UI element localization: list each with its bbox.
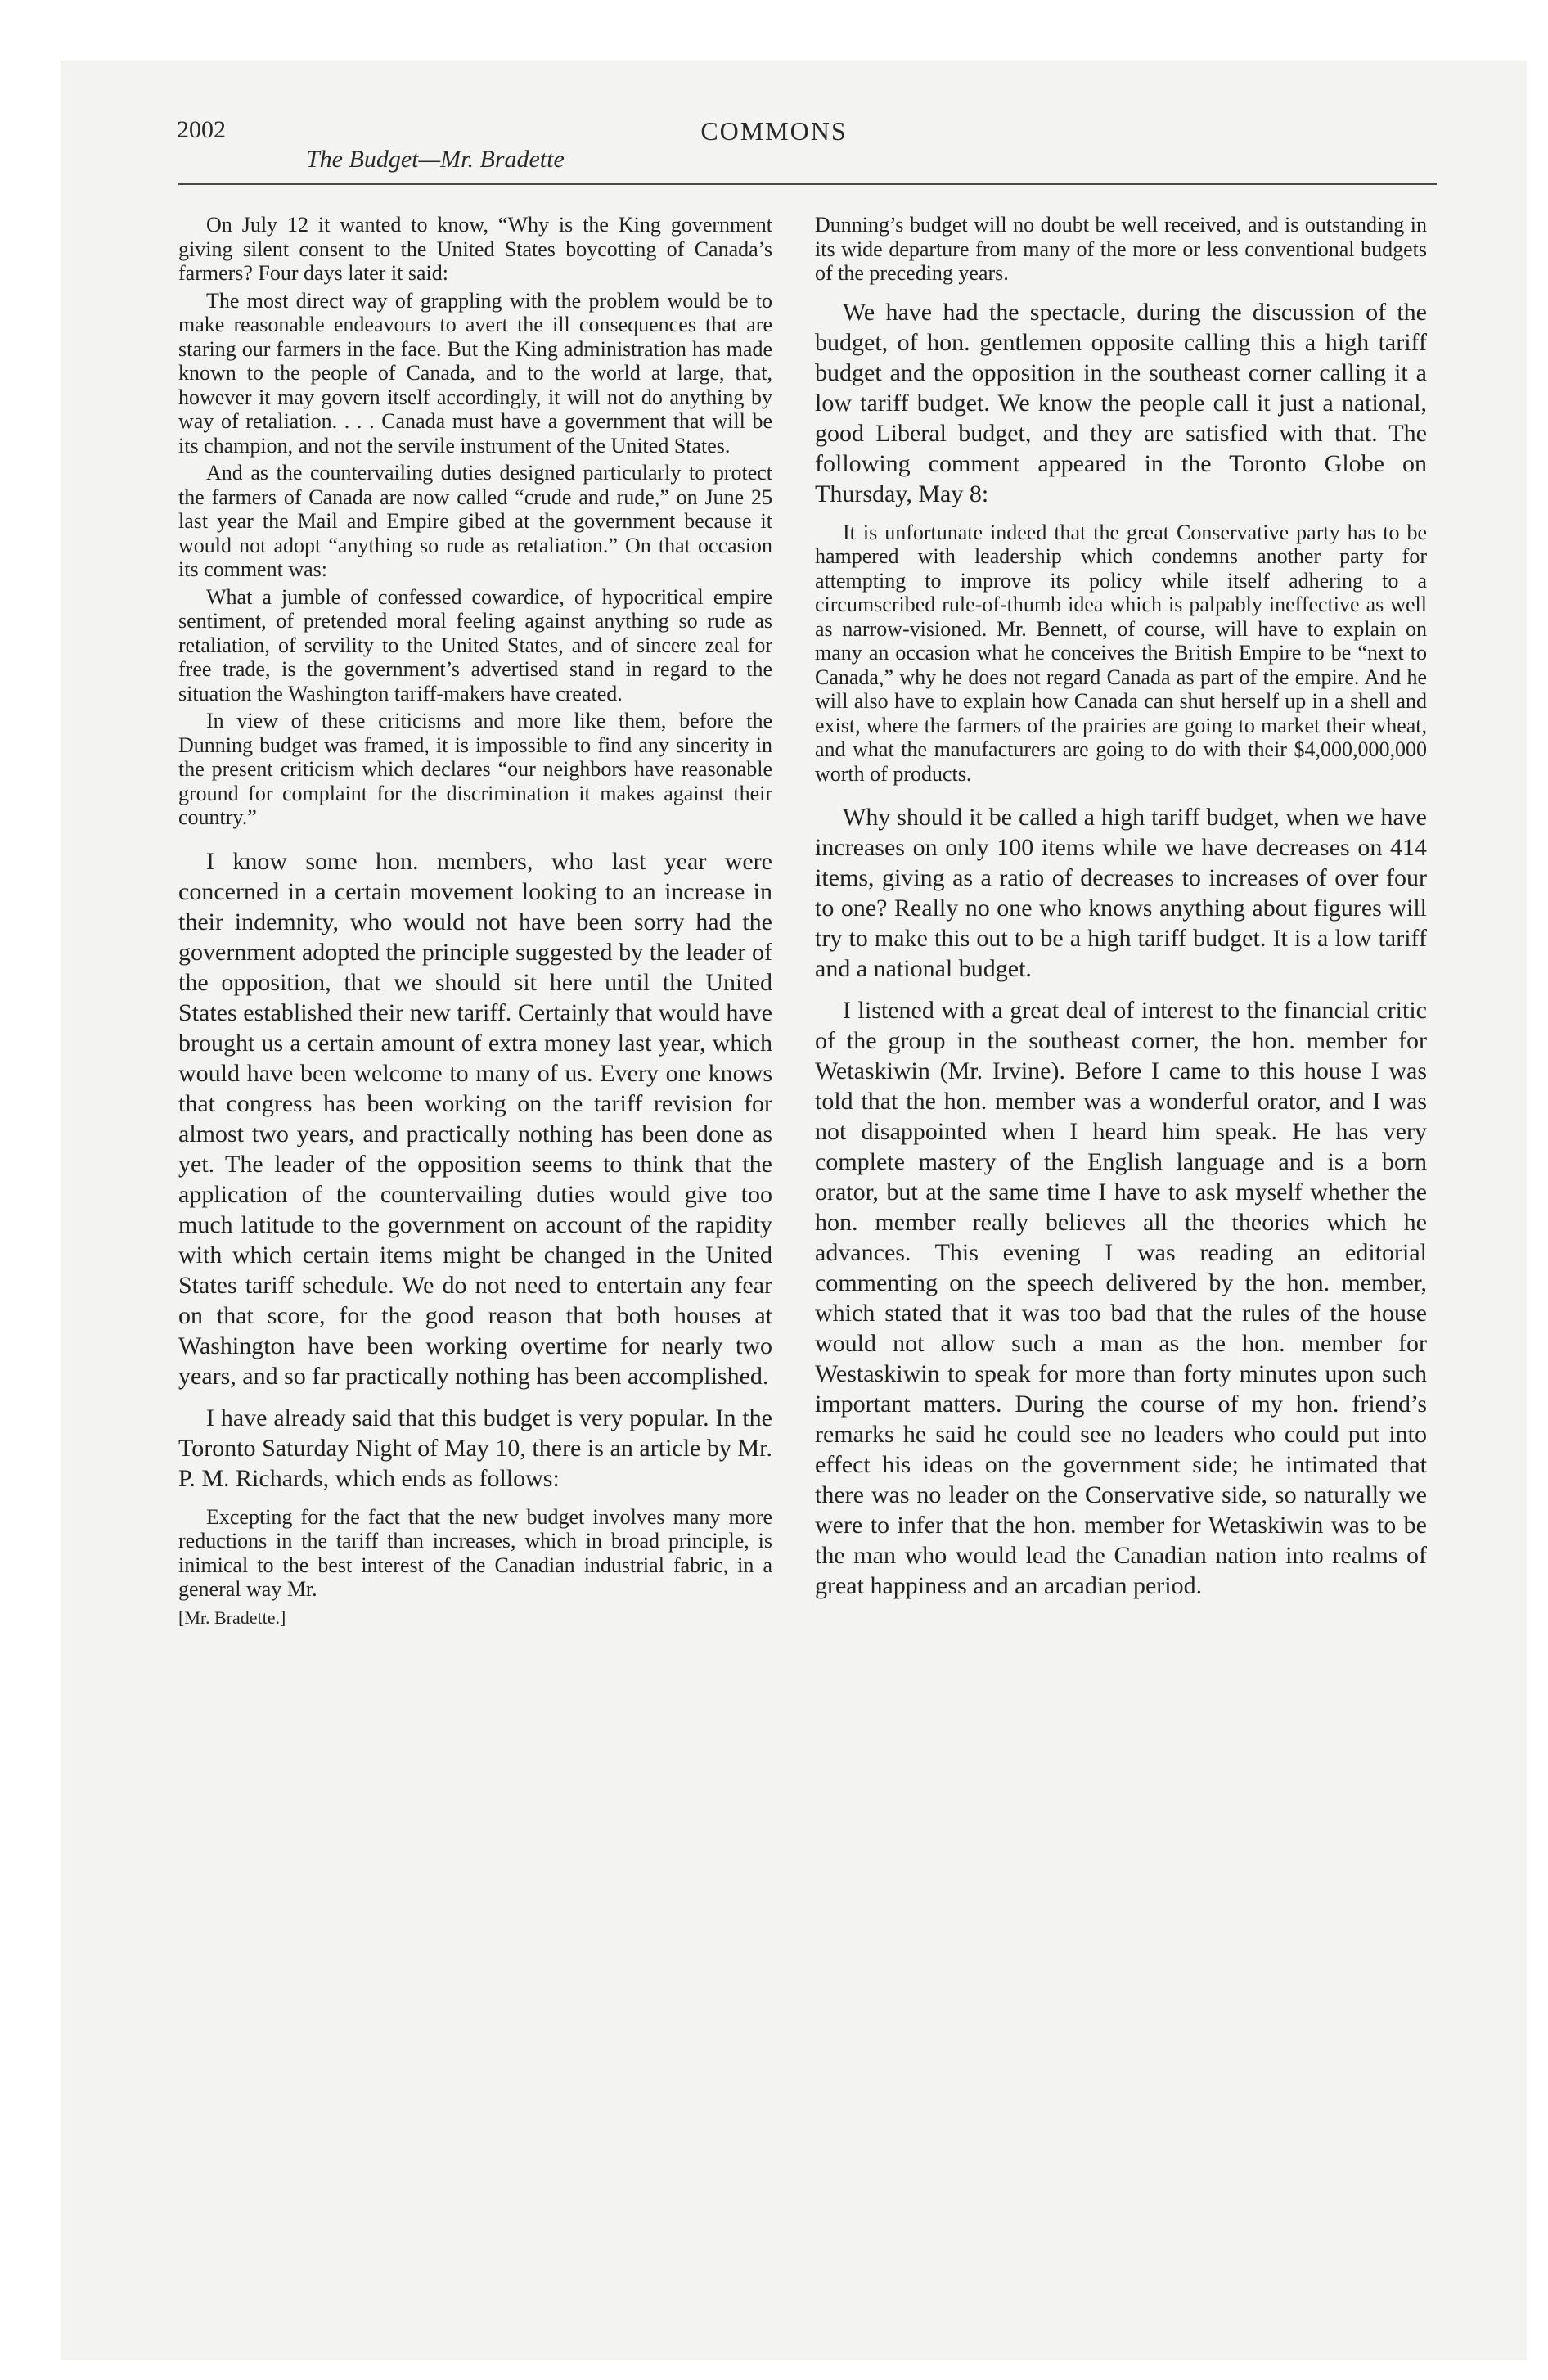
body-paragraph: We have had the spectacle, during the discussion of the budget, of hon. gentlemen opposite calling this a high tariff budget and the opposition in the southeast corner calling it a low tariff budget. We know the people call it just a national, good Liberal budget, and they are satisfied with that. The following comment appeared in the Toronto Globe on Thursday, May 8: — [815, 298, 1427, 507]
quote-paragraph: Dunning’s budget will no doubt be well received, and is outstanding in its wide departure from many of the more or less conventional budgets of the preceding years. — [815, 213, 1427, 285]
page-subtitle: The Budget—Mr. Bradette — [306, 146, 565, 173]
left-column — [178, 213, 772, 1629]
body-paragraph: I listened with a great deal of interest to the financial critic of the group in the southeast corner, the hon. member for Wetaskiwin (Mr. Irvine). Before I came to this house I was told that the hon. member was a wonderful orator, and I was not disappointed when I heard him speak. He has very complete mastery of the English language and is a born orator, but at the same time I have to ask myself whether the hon. member really believes all the theories which he advances. This evening I was reading an editorial commenting on the speech delivered by the hon. member, which stated that it was too bad that the rules of the house would not allow such a man as the hon. member for Westaskiwin to speak for more than forty minutes upon such important matters. During the course of my hon. friend’s remarks he said he could see no leaders who could put into effect his ideas on the government side; he intimated that there was no leader on the Conservative side, so naturally we were to infer that the hon. member for Wetaskiwin was to be the man who would lead the Canadian nation into realms of great happiness and an arcadian period. — [815, 997, 1427, 1599]
quote-paragraph: It is unfortunate indeed that the great Conservative party has to be hampered with leadership which condemns another party for attempting to improve its policy while itself adhering to a circumscribed rule-of-thumb idea which is palpably ineffective as well as narrow-visioned. Mr. Bennett, of course, will have to explain on many an occasion what he conceives the British Empire to be “next to Canada,” why he does not regard Canada as part of the empire. And he will also have to explain how Canada can shut herself up in a shell and exist, where the farmers of the prairies are going to market their wheat, and what the manufacturers are going to do with their $4,000,000,000 worth of products. — [815, 520, 1427, 786]
quote-paragraph: Excepting for the fact that the new budget involves many more reductions in the tariff than increases, which in broad principle, is inimical to the best interest of the Canadian industrial fabric, in a general way Mr. — [178, 1504, 772, 1601]
speaker-attribution: [Mr. Bradette.] — [178, 1607, 286, 1628]
body-paragraph: I have already said that this budget is very popular. In the Toronto Saturday Night of May 10, there is an article by Mr. P. M. Richards, which ends as follows: — [178, 1404, 772, 1492]
body-paragraph: Why should it be called a high tariff budget, when we have increases on only 100 items while we have decreases on 414 items, giving as a ratio of decreases to increases of over four to one? Really no one who knows anything about figures will try to make this out to be a high tariff budget. It is a low tariff and a national budget. — [815, 804, 1427, 982]
page-number: 2002 — [177, 116, 226, 143]
quote-paragraph: In view of these criticisms and more like them, before the Dunning budget was framed, it is impossible to find any sincerity in the present criticism which declares “our neighbors have reasonable ground for complaint for the discrimination it makes against their country.” — [178, 709, 772, 829]
quote-paragraph: What a jumble of confessed cowardice, of hypocritical empire sentiment, of pretended moral feeling against anything so rude as retaliation, of servility to the United States, and of sincere zeal for free trade, is the government’s advertised stand in regard to the situation the Washington tariff-makers have created. — [178, 584, 772, 705]
section-title: COMMONS — [700, 116, 848, 146]
body-paragraph: I know some hon. members, who last year were concerned in a certain movement looking to an increase in their indemnity, who would not have been sorry had the government adopted the principle suggested by the leader of the opposition, that we should sit here until the United States established their new tariff. Certainly that would have brought us a certain amount of extra money last year, which would have been welcome to many of us. Every one knows that congress has been working on the tariff revision for almost two years, and practically nothing has been done as yet. The leader of the opposition seems to think that the application of the countervailing duties would give too much latitude to the government on account of the rapidity with which certain items might be changed in the United States tariff schedule. We do not need to entertain any fear on that score, for the good reason that both houses at Washington have been working overtime for nearly two years, and so far practically nothing has been accomplished. — [178, 847, 772, 1390]
quote-paragraph: On July 12 it wanted to know, “Why is the King government giving silent consent to the United States boycotting of Canada’s farmers? Four days later it said: — [178, 213, 772, 285]
quote-paragraph: And as the countervailing duties designed particularly to protect the farmers of Canada are now called “crude and rude,” on June 25 last year the Mail and Empire gibed at the government because it would not adopt “anything so rude as retaliation.” On that occasion its comment was: — [178, 461, 772, 581]
quote-paragraph: The most direct way of grappling with the problem would be to make reasonable endeavours to avert the ill consequences that are staring our farmers in the face. But the King administration has made known to the people of Canada, and to the world at large, that, however it may govern itself accordingly, it will not do anything by way of retaliation. . . . Canada must have a government that will be its champion, and not the servile instrument of the United States. — [178, 288, 772, 458]
right-column — [815, 213, 1427, 1601]
header-rule — [178, 183, 1437, 185]
